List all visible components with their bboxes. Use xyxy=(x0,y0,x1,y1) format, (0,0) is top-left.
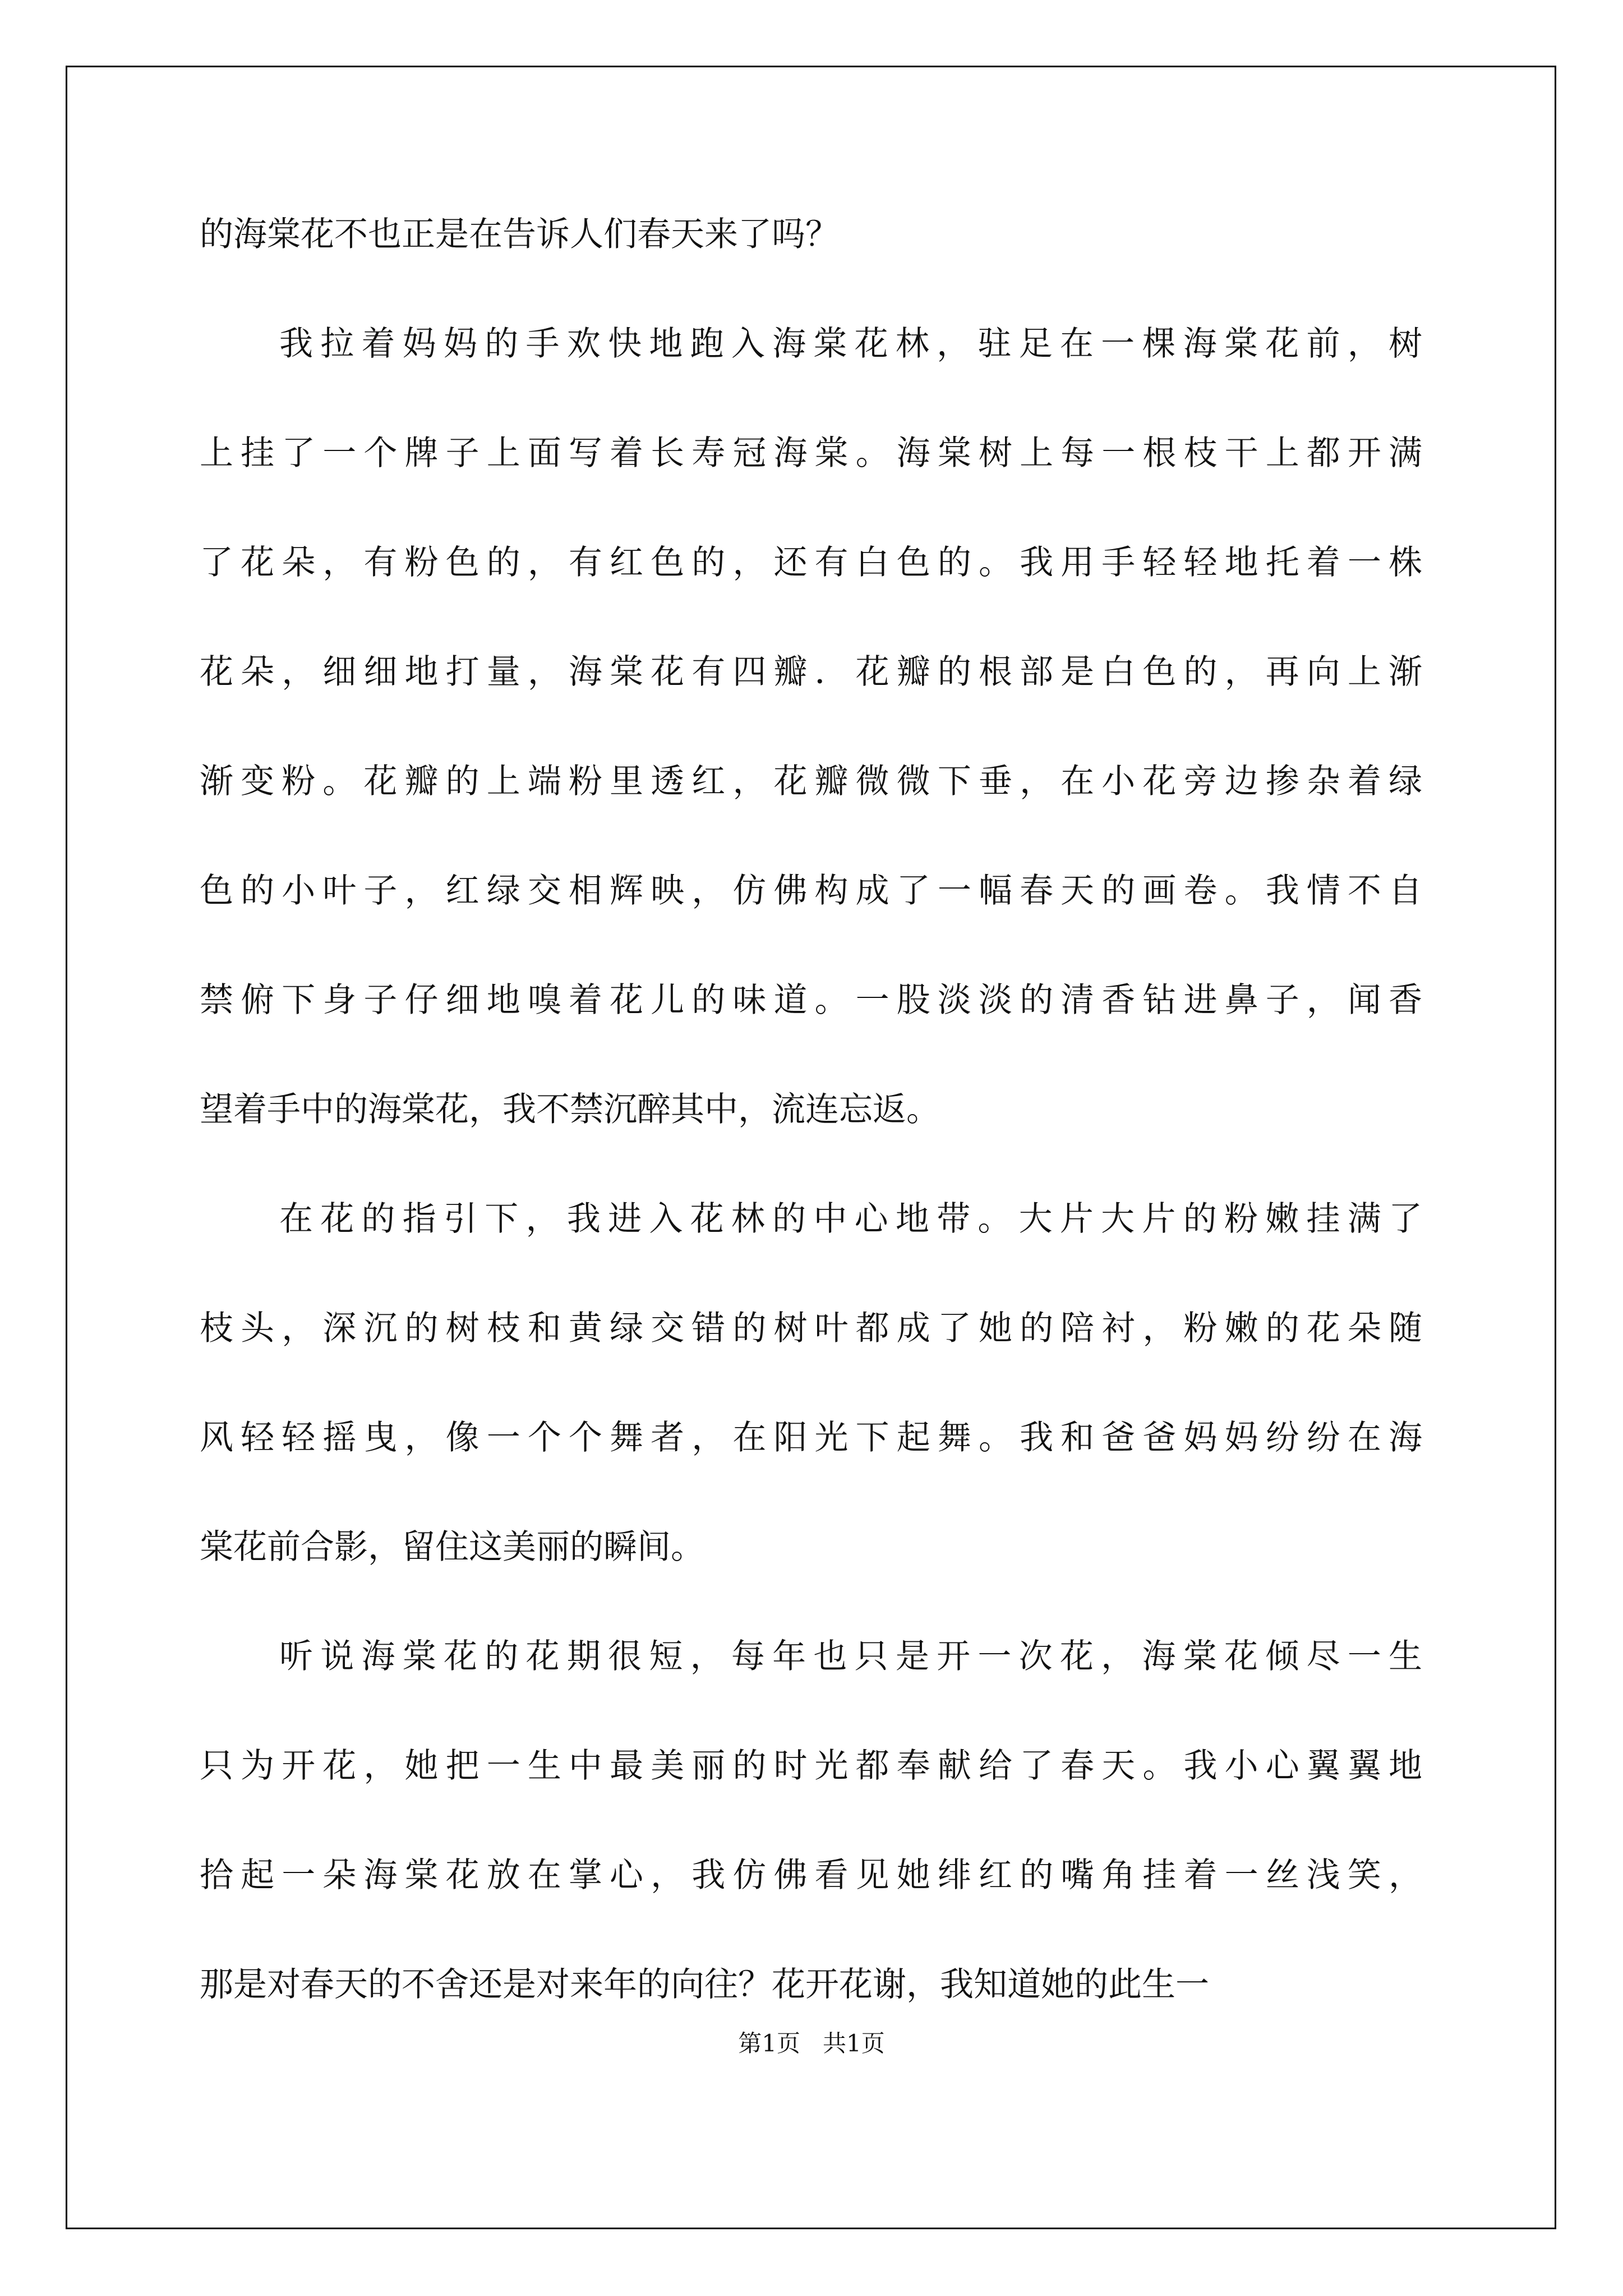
text-line: 禁俯下身子仔细地嗅着花儿的味道。一股淡淡的清香钻进鼻子，闻香 xyxy=(200,981,1422,1020)
page-total: 共1页 xyxy=(823,2030,885,2057)
document-body xyxy=(200,205,1422,2065)
page-number: 第1页 xyxy=(738,2030,800,2057)
text-line: 那是对春天的不舍还是对来年的向往？花开花谢，我知道她的此生一 xyxy=(200,1965,1209,2004)
text-line: 拾起一朵海棠花放在掌心，我仿佛看见她绯红的嘴角挂着一丝浅笑， xyxy=(200,1856,1422,1895)
text-line: 枝头，深沉的树枝和黄绿交错的树叶都成了她的陪衬，粉嫩的花朵随 xyxy=(200,1309,1422,1348)
text-line: 了花朵，有粉色的，有红色的，还有白色的。我用手轻轻地托着一株 xyxy=(200,543,1422,582)
text-line: 花朵，细细地打量，海棠花有四瓣．花瓣的根部是白色的，再向上渐 xyxy=(200,652,1422,692)
text-line: 我拉着妈妈的手欢快地跑入海棠花林，驻足在一棵海棠花前，树 xyxy=(279,324,1422,364)
text-line: 只为开花，她把一生中最美丽的时光都奉献给了春天。我小心翼翼地 xyxy=(200,1746,1422,1786)
text-line: 在花的指引下，我进入花林的中心地带。大片大片的粉嫩挂满了 xyxy=(279,1199,1422,1239)
page-footer xyxy=(0,2025,1623,2059)
text-line: 望着手中的海棠花，我不禁沉醉其中，流连忘返。 xyxy=(200,1090,940,1129)
text-line: 渐变粉。花瓣的上端粉里透红，花瓣微微下垂，在小花旁边掺杂着绿 xyxy=(200,762,1422,801)
text-line: 色的小叶子，红绿交相辉映，仿佛构成了一幅春天的画卷。我情不自 xyxy=(200,871,1422,910)
text-line: 棠花前合影，留住这美丽的瞬间。 xyxy=(200,1527,704,1567)
text-line: 听说海棠花的花期很短，每年也只是开一次花，海棠花倾尽一生 xyxy=(279,1637,1422,1676)
text-line: 风轻轻摇曳，像一个个舞者，在阳光下起舞。我和爸爸妈妈纷纷在海 xyxy=(200,1418,1422,1457)
text-line: 上挂了一个牌子上面写着长寿冠海棠。海棠树上每一根枝干上都开满 xyxy=(200,434,1422,473)
text-line: 的海棠花不也正是在告诉人们春天来了吗？ xyxy=(200,215,839,254)
